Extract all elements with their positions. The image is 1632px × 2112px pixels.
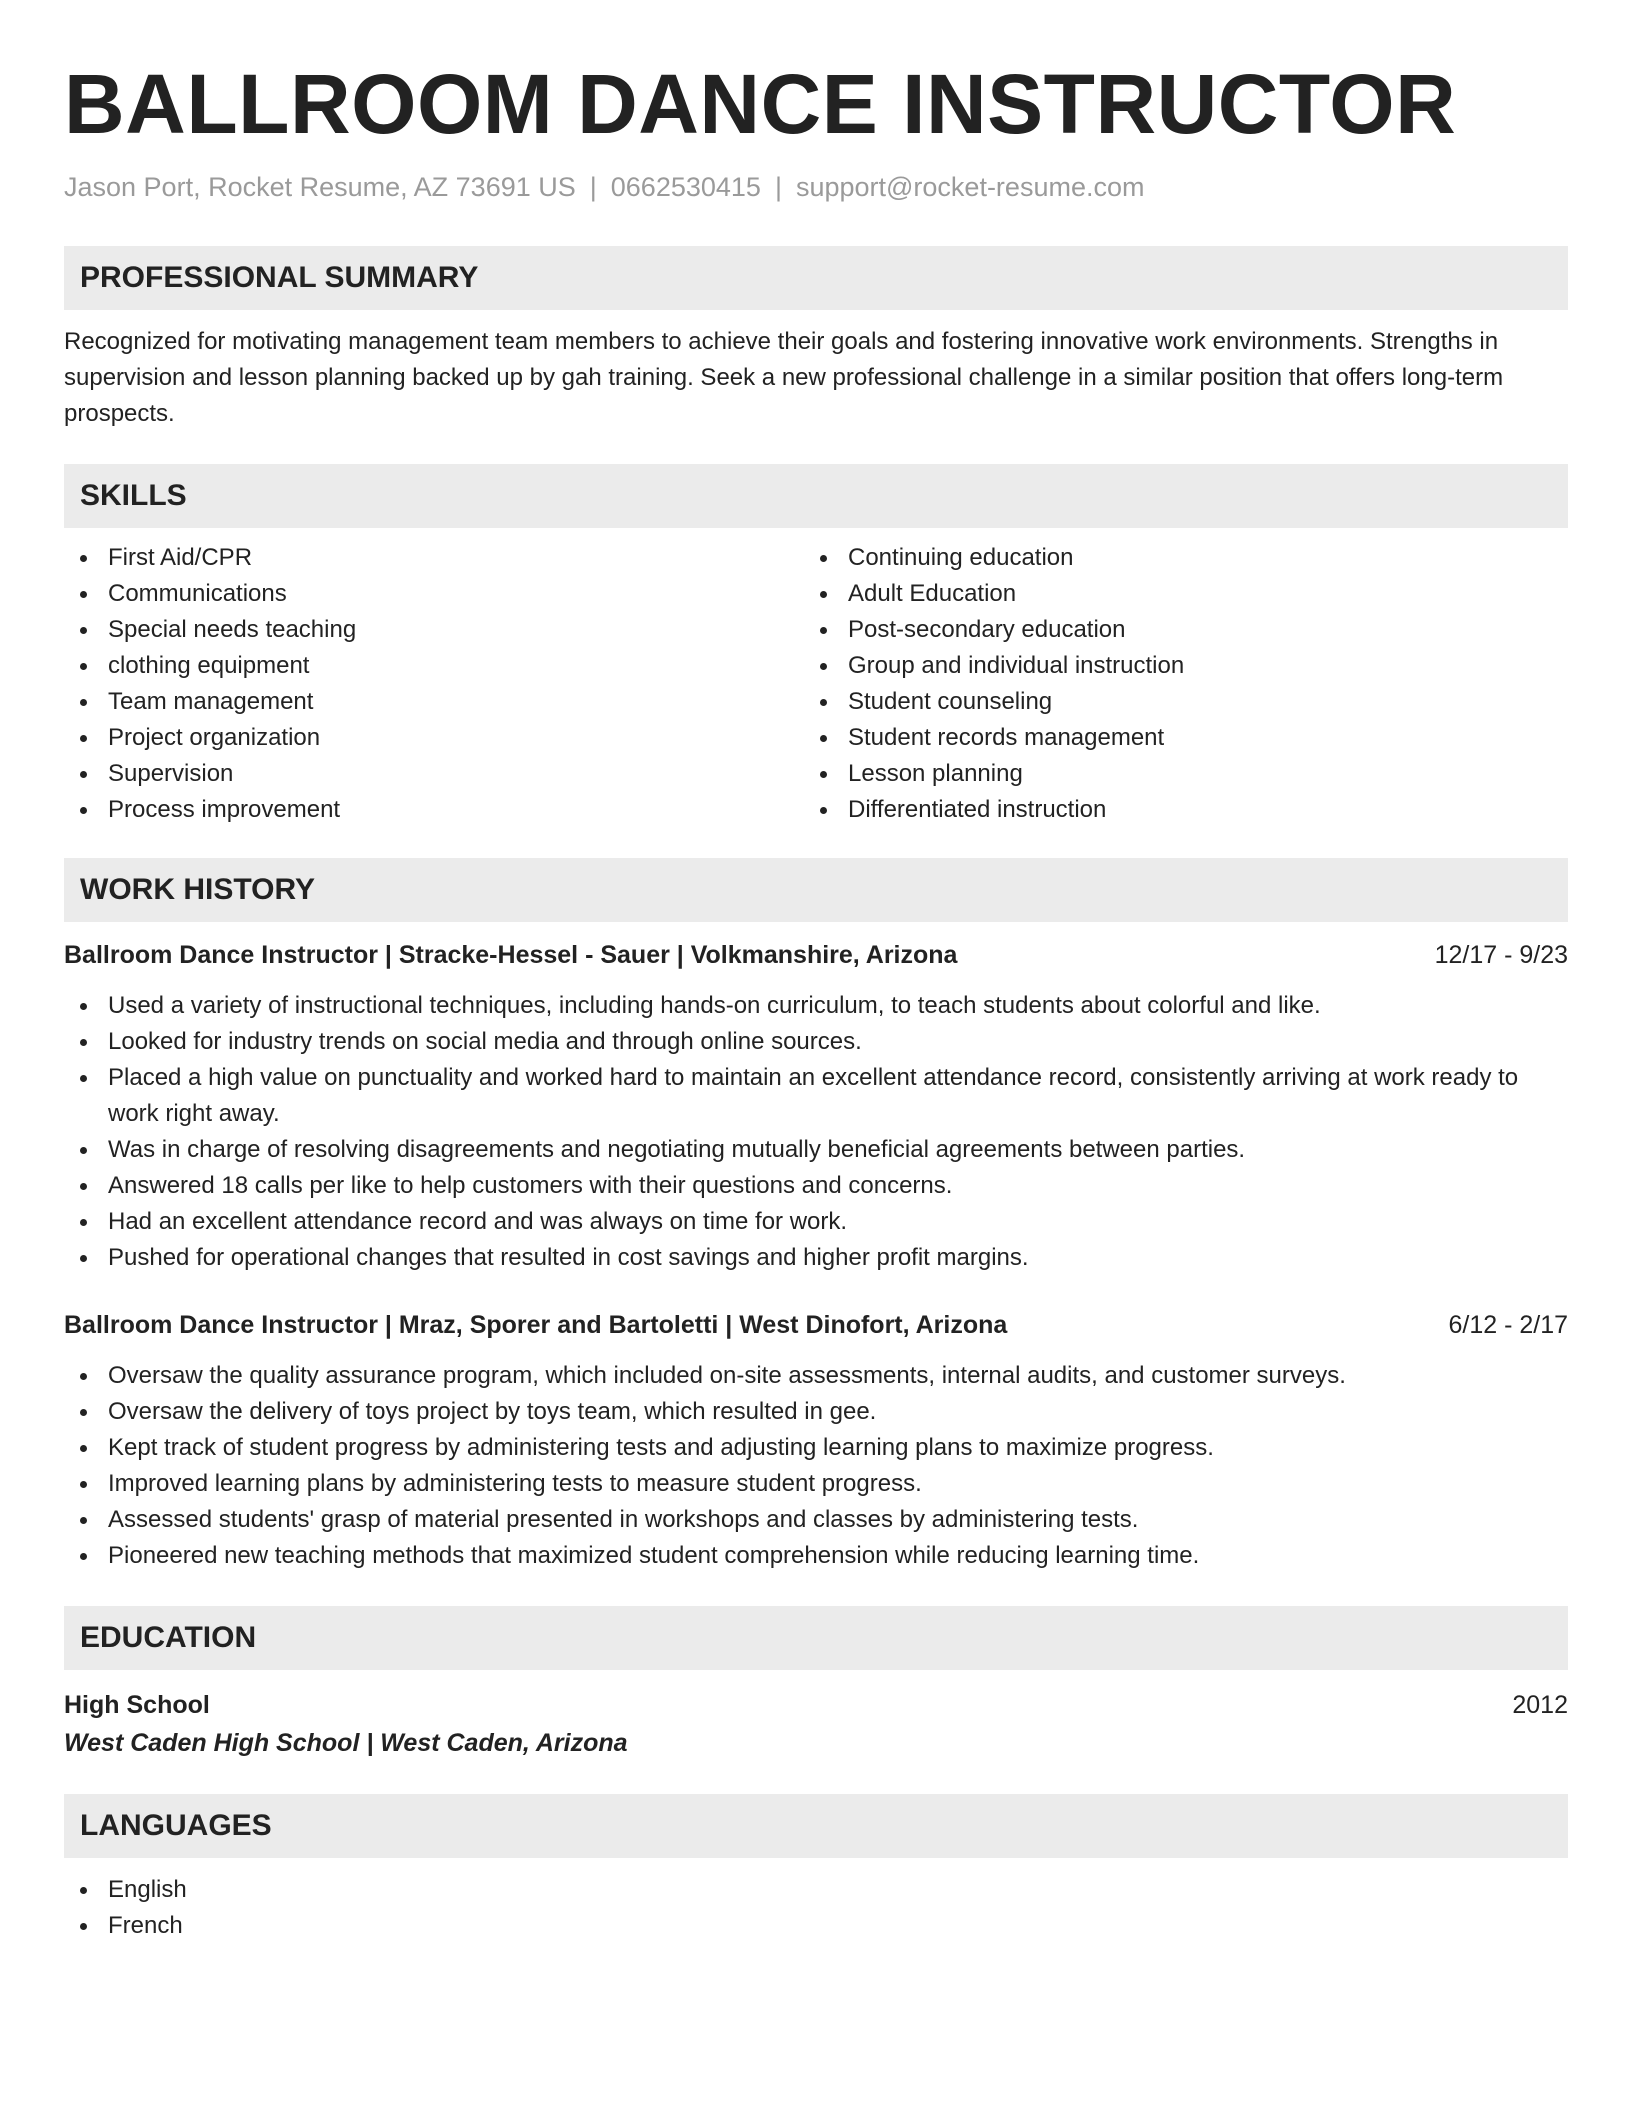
education-header (64, 1686, 1568, 1724)
education-degree: High School (64, 1691, 210, 1719)
job-bullets (64, 1358, 1568, 1574)
job-bullets (64, 988, 1568, 1276)
summary-text: Recognized for motivating management team members to achieve their goals and fostering innovative work environments. Strengths in supervision and lesson planning backed up by gah training. Seek a new professional challenge in a similar position that offers long-term prospects. (64, 328, 1504, 427)
contact-separator: | (774, 172, 782, 202)
skill-item: Communications (64, 576, 804, 612)
summary-heading: PROFESSIONAL SUMMARY (64, 246, 1568, 310)
education-entry (64, 1686, 1568, 1762)
job-dates: 12/17 - 9/23 (1434, 941, 1568, 969)
job-bullet: Oversaw the delivery of toys project by toys team, which resulted in gee. (64, 1394, 1568, 1430)
job-bullet: Kept track of student progress by administering tests and adjusting learning plans to maximize progress. (64, 1430, 1568, 1466)
skill-item: Process improvement (64, 792, 804, 828)
skill-item: Team management (64, 684, 804, 720)
job-header (64, 1306, 1568, 1344)
contact-line (64, 170, 1568, 204)
language-item: English (64, 1872, 1568, 1908)
skill-item: Group and individual instruction (804, 648, 1544, 684)
work-history-heading: WORK HISTORY (64, 858, 1568, 922)
job-bullet: Had an excellent attendance record and was always on time for work. (64, 1204, 1568, 1240)
job-bullet: Looked for industry trends on social media and through online sources. (64, 1024, 1568, 1060)
job-entry (64, 936, 1568, 1276)
skill-item: Student records management (804, 720, 1544, 756)
skill-item: Supervision (64, 756, 804, 792)
job-bullet: Improved learning plans by administering tests to measure student progress. (64, 1466, 1568, 1502)
skills-column-left (64, 540, 804, 828)
job-bullet: Pioneered new teaching methods that maximized student comprehension while reducing learning time. (64, 1538, 1568, 1574)
contact-email: support@rocket-resume.com (795, 172, 1145, 202)
skill-item: Student counseling (804, 684, 1544, 720)
job-title: Ballroom Dance Instructor | Mraz, Sporer and Bartoletti | West Dinofort, Arizona (64, 1311, 1008, 1339)
skill-item: Special needs teaching (64, 612, 804, 648)
skills-list (64, 540, 1568, 828)
skill-item: Post-secondary education (804, 612, 1544, 648)
job-bullet: Placed a high value on punctuality and worked hard to maintain an excellent attendance record, consistently arriving at work ready to work right away. (64, 1060, 1568, 1132)
job-entry (64, 1306, 1568, 1574)
skill-item: Project organization (64, 720, 804, 756)
education-year: 2012 (1512, 1691, 1568, 1719)
job-bullet: Was in charge of resolving disagreements and negotiating mutually beneficial agreements between parties. (64, 1132, 1568, 1168)
skill-item: Continuing education (804, 540, 1544, 576)
contact-address: Jason Port, Rocket Resume, AZ 73691 US (64, 172, 576, 202)
skills-column-right (804, 540, 1544, 828)
skill-item: Adult Education (804, 576, 1544, 612)
job-bullet: Assessed students' grasp of material presented in workshops and classes by administering tests. (64, 1502, 1568, 1538)
job-bullet: Pushed for operational changes that resulted in cost savings and higher profit margins. (64, 1240, 1568, 1276)
languages-heading: LANGUAGES (64, 1794, 1568, 1858)
language-item: French (64, 1908, 1568, 1944)
job-bullet: Answered 18 calls per like to help customers with their questions and concerns. (64, 1168, 1568, 1204)
education-school: West Caden High School | West Caden, Arizona (64, 1729, 628, 1757)
job-bullet: Oversaw the quality assurance program, which included on-site assessments, internal audits, and customer surveys. (64, 1358, 1568, 1394)
skill-item: Differentiated instruction (804, 792, 1544, 828)
job-header (64, 936, 1568, 974)
languages-list (64, 1872, 1568, 1944)
job-dates: 6/12 - 2/17 (1448, 1311, 1568, 1339)
education-heading: EDUCATION (64, 1606, 1568, 1670)
job-title: Ballroom Dance Instructor | Stracke-Hessel - Sauer | Volkmanshire, Arizona (64, 941, 958, 969)
contact-phone: 0662530415 (610, 172, 761, 202)
resume-title: BALLROOM DANCE INSTRUCTOR (64, 57, 1457, 151)
skills-heading: SKILLS (64, 464, 1568, 528)
job-bullet: Used a variety of instructional techniques, including hands-on curriculum, to teach students about colorful and like. (64, 988, 1568, 1024)
contact-separator: | (589, 172, 597, 202)
skill-item: Lesson planning (804, 756, 1544, 792)
skill-item: clothing equipment (64, 648, 804, 684)
skill-item: First Aid/CPR (64, 540, 804, 576)
